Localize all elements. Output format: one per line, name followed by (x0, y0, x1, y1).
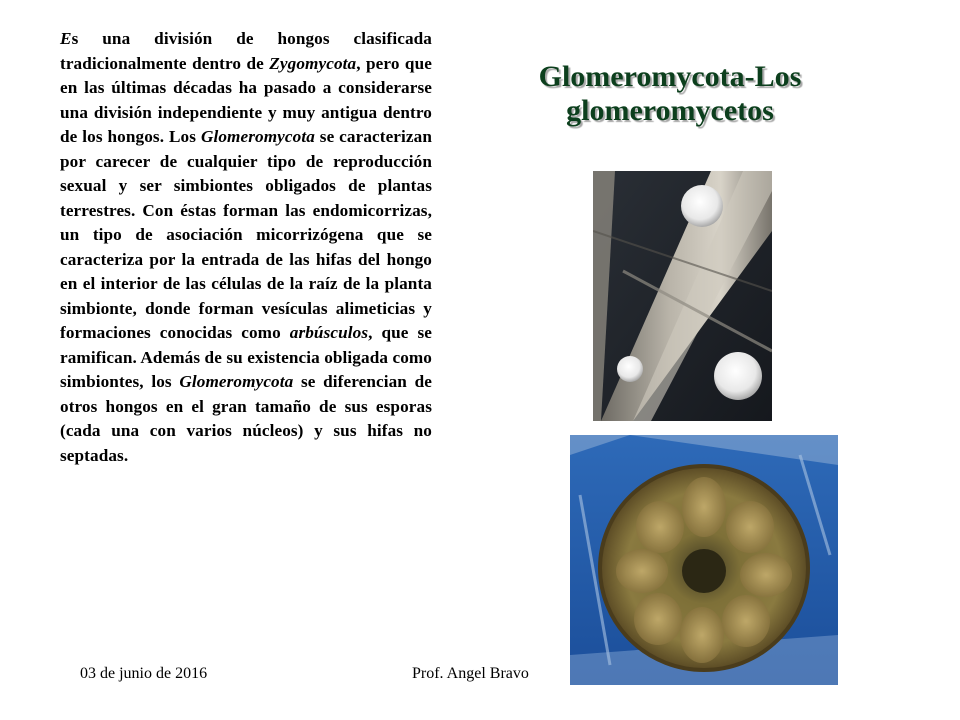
italic-term: Zygomycota (269, 53, 357, 73)
paragraph-run: s una división de hongos clasificada tradicionalmente dentro de (60, 29, 432, 73)
paragraph-run: , que se ramifican. Además de su existencia obligada como simbiontes, los (60, 323, 432, 391)
body-paragraph (60, 27, 432, 468)
hyphae-spores-photo (593, 171, 772, 421)
footer-author: Prof. Angel Bravo (412, 665, 529, 682)
slide-title: Glomeromycota-Los glomeromycetos (538, 60, 802, 127)
paragraph-run: se diferencian de otros hongos en el gran tamaño de sus esporas (cada una con varios núcleos) y sus hifas no septadas. (60, 372, 432, 465)
italic-term: arbúsculos (289, 323, 369, 342)
paragraph-run: , pero que en las últimas décadas ha pasado a considerarse una división independiente y muy antigua dentro de los hongos. Los (60, 53, 432, 146)
italic-term: Glomeromycota (179, 372, 294, 391)
italic-term: Glomeromycota (200, 127, 315, 146)
spore-photo (570, 435, 838, 685)
paragraph-run: se caracterizan por carecer de cualquier tipo de reproducción sexual y ser simbiontes obligados de plantas terrestres. Con éstas forman las endomicorrizas, un tipo de asociación micorrizógena que se caracteriza por la entrada de las hifas del hongo en el interior de las células de la raíz de la planta simbionte, donde forman vesículas alimeticias y formaciones conocidas como (60, 127, 432, 342)
italic-term: E (60, 29, 72, 48)
footer-date: 03 de junio de 2016 (80, 665, 208, 682)
